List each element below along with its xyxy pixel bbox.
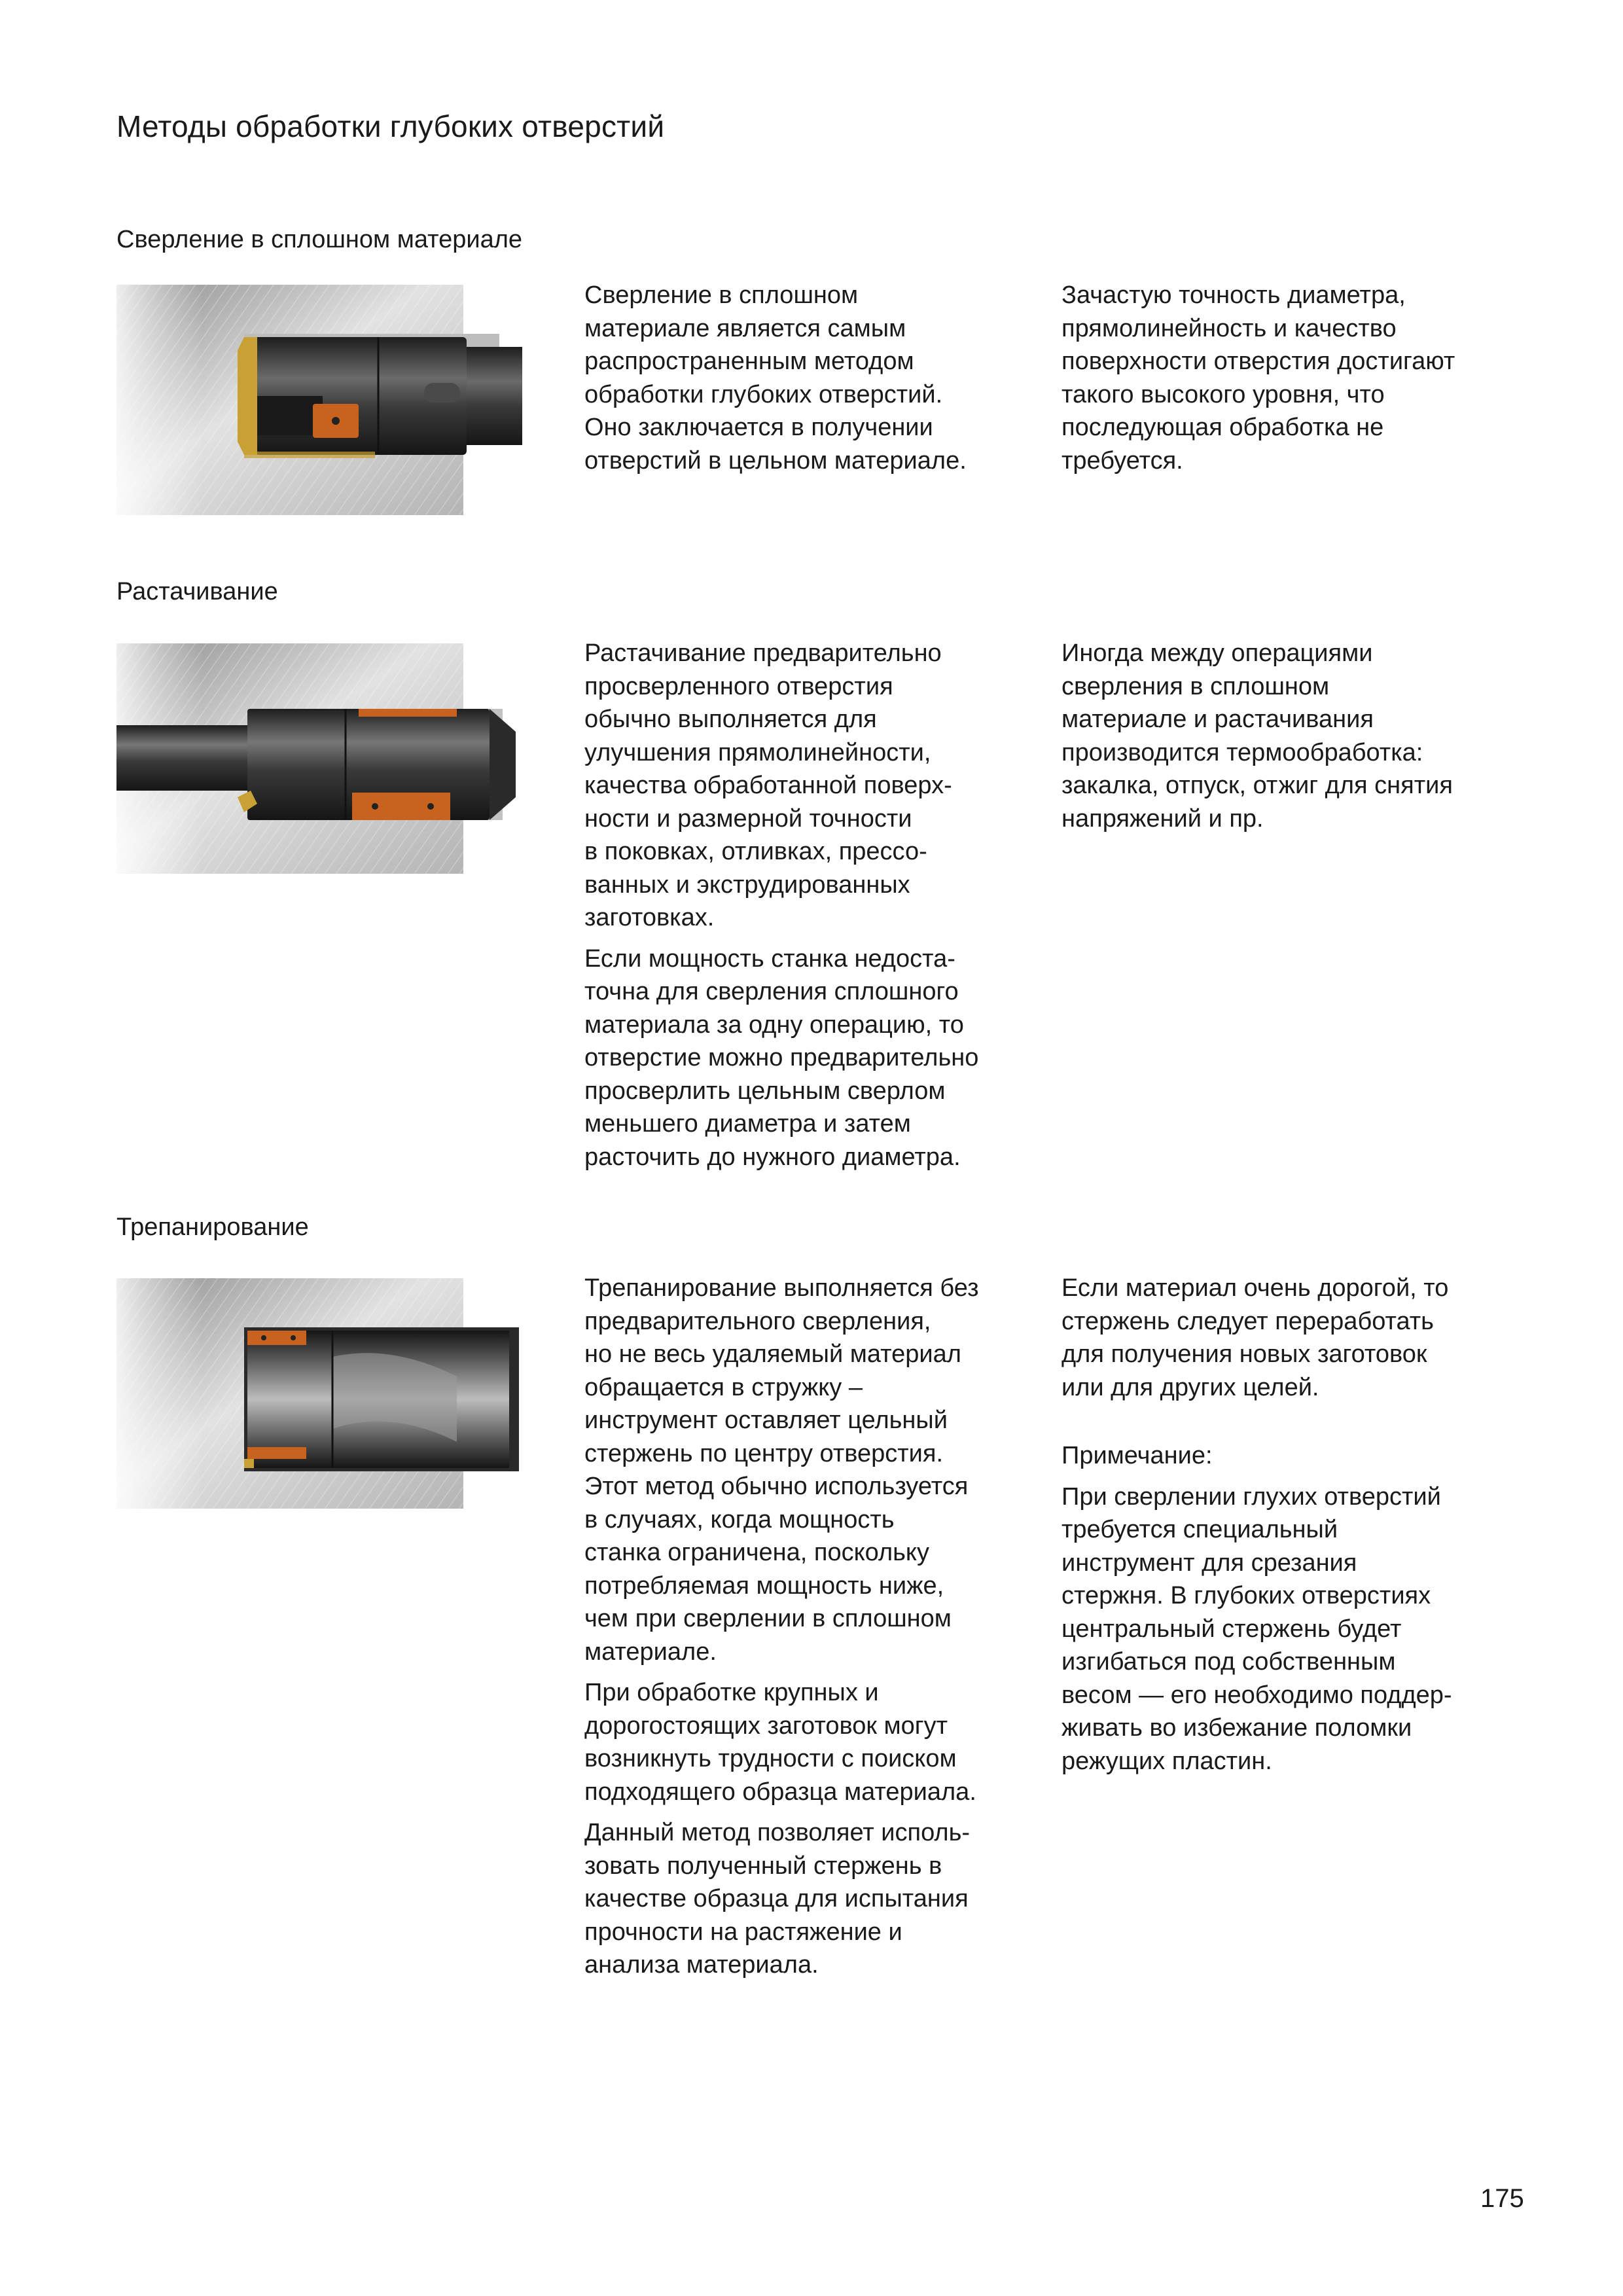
solid-drilling-tool-illustration-icon — [116, 285, 533, 515]
paragraph: Растачивание предварительно просверленного отверстия обычно выполняется для улучшения прямолинейности, качества обработанной поверх- ности и размерной точности в поковках, отливках, прессо- ванных и экструдированных заготовках. — [584, 639, 952, 931]
solid-drilling-text-col2 — [1061, 279, 1546, 485]
section-heading-boring: Растачивание — [116, 578, 278, 605]
boring-text-col2 — [1061, 637, 1546, 843]
boring-text-col1 — [584, 637, 1056, 1181]
boring-tool-illustration-icon — [116, 643, 533, 874]
trepanning-text-col2 — [1061, 1272, 1546, 1785]
paragraph: Трепанирование выполняется без предварительного сверления, но не весь удаляемый материал обращается в стружку – инструмент оставляет цельный стержень по центру отверстия. Этот метод обычно используется в случаях, когда мощность станка ограничена, поскольку потребляемая мощность ниже, чем при сверлении в сплошном материале. — [584, 1274, 979, 1666]
paragraph: Если мощность станка недоста- точна для сверления сплошного материала за одну операцию, то отверстие можно предварительно просверлить цельным сверлом меньшего диаметра и затем расточить до нужного диаметра. — [584, 944, 979, 1171]
paragraph: Если материал очень дорогой, то стержень следует переработать для получения новых заготовок или для других целей. — [1061, 1274, 1449, 1401]
note-paragraph: При сверлении глухих отверстий требуется специальный инструмент для срезания стержня. В глубоких отверстиях центральный стержень будет изгибаться под собственным весом — его необходимо поддер- живать во избежание поломки режущих пластин. — [1061, 1482, 1452, 1775]
trepanning-text-col1 — [584, 1272, 1056, 1990]
note-label: Примечание: — [1061, 1442, 1213, 1469]
trepanning-figure — [116, 1278, 533, 1509]
paragraph: При обработке крупных и дорогостоящих заготовок могут возникнуть трудности с поиском подходящего образца материала. — [584, 1679, 976, 1806]
paragraph: Сверление в сплошном материале является самым распространенным методом обработки глубоких отверстий. Оно заключается в получении отверстий в цельном материале. — [584, 281, 967, 475]
boring-figure — [116, 643, 533, 874]
paragraph: Зачастую точность диаметра, прямолинейность и качество поверхности отверстия достигают такого высокого уровня, что последующая обработка не требуется. — [1061, 281, 1455, 475]
trepanning-tool-illustration-icon — [116, 1278, 533, 1509]
paragraph: Иногда между операциями сверления в сплошном материале и растачивания производится термообработка: закалка, отпуск, отжиг для снятия напряжений и пр. — [1061, 639, 1453, 833]
paragraph: Данный метод позволяет исполь- зовать полученный стержень в качестве образца для испытания прочности на растяжение и анализа материала. — [584, 1819, 971, 1979]
section-heading-trepanning: Трепанирование — [116, 1213, 309, 1241]
section-heading-solid-drilling: Сверление в сплошном материале — [116, 226, 523, 253]
solid-drilling-text-col1 — [584, 279, 1056, 485]
page-title: Методы обработки глубоких отверстий — [116, 109, 665, 143]
solid-drilling-figure — [116, 285, 533, 515]
page-number: 175 — [1480, 2184, 1524, 2213]
